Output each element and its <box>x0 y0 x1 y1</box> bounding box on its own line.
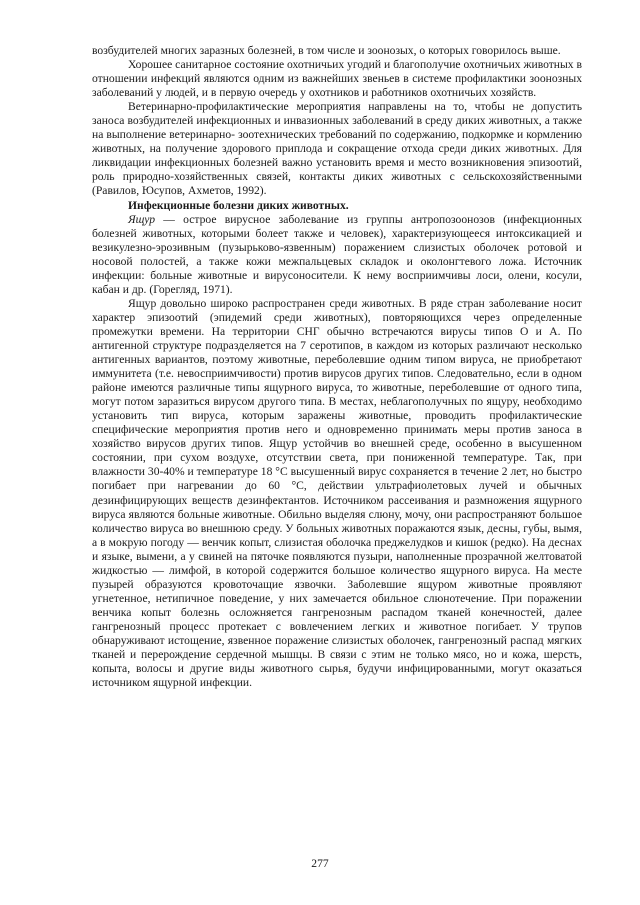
paragraph-foot-and-mouth-spread: Ящур довольно широко распространен среди животных. В ряде стран заболевание носит характер эпизоотий (эпидемий среди животных), повторяющихся через определенные промежутки времени. На территории СНГ обычно встречаются вирусы типов О и А. По антигенной структуре подразделяется на 7 серотипов, в каждом из которых различают несколько антигенных вариантов, поэтому животные, переболевшие одним типом вируса, не приобретают иммунитета (т.е. невосприимчивости) против вирусов других типов. Следовательно, если в одном районе имеются различные типы ящурного вируса, то животные, переболевшие от одного типа, могут потом заразиться вирусом другого типа. В местах, неблагополучных по ящуру, необходимо установить тип вируса, которым заражены животные, проводить профилактические специфические мероприятия против него и одновременно принимать меры против заноса в хозяйство вирусов других типов. Ящур устойчив во внешней среде, особенно в высушенном состоянии, при сухом воздухе, отсутствии света, при пониженной температуре. Так, при влажности 30-40% и температуре 18 °С высушенный вирус сохраняется в течение 2 лет, но быстро погибает при нагревании до 60 °С, действии ультрафиолетовых лучей и обычных дезинфицирующих веществ дезинфектантов. Источником рассеивания и размножения ящурного вируса являются больные животные. Обильно выделяя слюну, мочу, они распространяют большое количество вируса во внешнюю среду. У больных животных поражаются язык, десны, губы, вымя, а в мокрую погоду — венчик копыт, слизистая оболочка преджелудков и кишок (редко). На деснах и языке, вымени, а у свиней на пяточке появляются пузыри, наполненные прозрачной желтоватой жидкостью — лимфой, в которой содержится большое количество ящурного вируса. На месте пузырей образуются кровоточащие язвочки. Заболевшие ящуром животные проявляют угнетенное, нетипичное поведение, у них замечается обильное слюнотечение. При поражении венчика копыт болезнь осложняется гангренозным распадом тканей конечностей, далее гангренозный процесс протекает с вовлечением легких и животное погибает. У трупов обнаруживают истощение, язвенное поражение слизистых оболочек, гангренозный распад мягких тканей и перерождение сердечной мышцы. В связи с этим не только мясо, но и кожа, шерсть, копыта, волосы и другие виды животного сырья, будучи инфицированными, могут оказаться источником ящурной инфекции. <box>92 296 582 690</box>
section-heading: Инфекционные болезни диких животных. <box>128 198 349 212</box>
paragraph-foot-and-mouth-definition <box>92 213 582 297</box>
paragraph-intro-continuation: возбудителей многих заразных болезней, в том числе и зоонозых, о которых говорилось выше. <box>92 44 561 57</box>
page-number: 277 <box>311 857 329 870</box>
paragraph-sanitary-condition: Хорошее санитарное состояние охотничьих угодий и благополучие охотничьих животных в отношении инфекций являются одним из важнейших звеньев в системе профилактики зоонозных заболеваний у людей, и в первую очередь у охотников и работников охотничьих хозяйств. <box>92 58 582 100</box>
definition-text: — острое вирусное заболевание из группы антропозоонозов (инфекционных болезней животных, которыми болеет также и человек), характеризующееся интоксикацией и везикулезно-эрозивным (пузырьково-язвенным) поражением слизистых оболочек ротовой и носовой полостей, а также кожи межпальцевых складок и околонгтевого ложа. Источник инфекции: больные животные и вирусоносители. К нему восприимчивы лоси, олени, косули, кабан и др. (Горегляд, 1971). <box>92 212 582 296</box>
term-foot-and-mouth: Ящур <box>128 212 156 226</box>
paragraph-veterinary-measures: Ветеринарно-профилактические мероприятия направлены на то, чтобы не допустить заноса возбудителей инфекционных и инвазионных заболеваний в среду диких животных, а также на выполнение ветеринарно- зоотехнических требований по содержанию, подкормке и кормлению животных, на получение здорового приплода и сокращение отхода среди диких животных. Для ликвидации инфекционных болезней важно установить время и место возникновения эпизоотий, роль природно-хозяйственных связей, контакты диких животных с сельскохозяйственными (Равилов, Юсупов, Ахметов, 1992). <box>92 100 582 198</box>
